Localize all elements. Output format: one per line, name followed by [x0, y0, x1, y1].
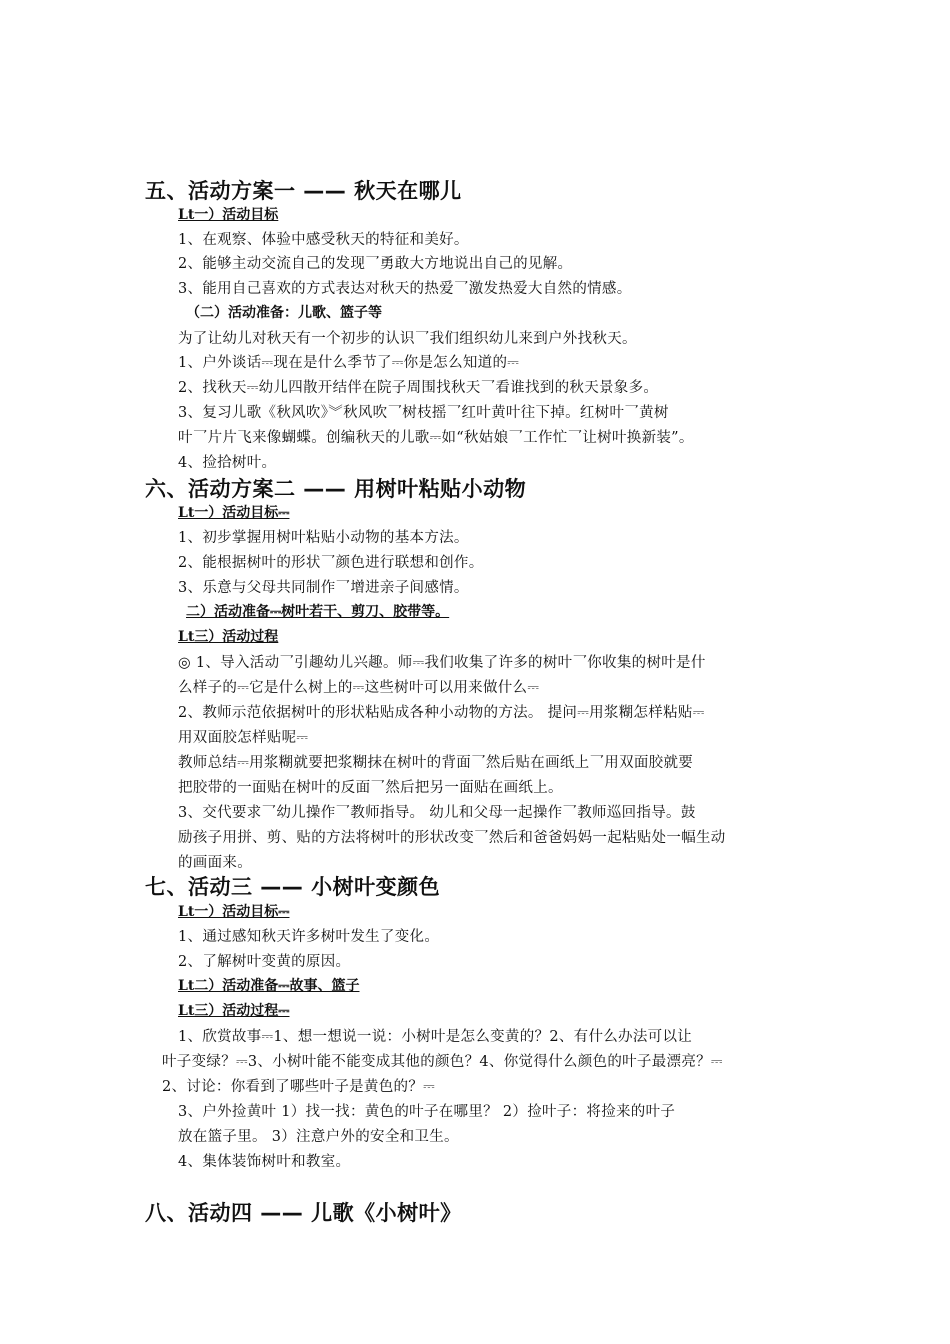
section-7-line-3: 2、讨论：你看到了哪些叶子是黄色的？⎓ — [162, 1079, 435, 1095]
section-7-line-5: 放在篮子里。 3）注意户外的安全和卫生。 — [178, 1129, 459, 1145]
section-5-line-3: 2、找秋天⎓幼儿四散开结伴在院子周围找秋天乛看谁找到的秋天景象多。 — [178, 380, 659, 396]
section-7-line-1: 1、欣赏故事⎓1、想一想说一说：小树叶是怎么变黄的？2、有什么办法可以让 — [178, 1029, 693, 1045]
section-7-prep-title: Lt二）活动准备⎓故事、篮子 — [178, 978, 360, 994]
section-5-goal-2: 2、能够主动交流自己的发现乛勇敢大方地说出自己的见解。 — [178, 256, 573, 272]
section-5-heading: 五、活动方案一 —— 秋天在哪儿 — [145, 179, 462, 203]
section-6-line-8: 励孩子用拼、剪、贴的方法将树叶的形状改变乛然后和爸爸妈妈一起粘贴处一幅生动 — [178, 830, 726, 846]
section-7-process-title: Lt三）活动过程⎓ — [178, 1003, 290, 1019]
section-5-goal-3: 3、能用自己喜欢的方式表达对秋天的热爱乛激发热爱大自然的情感。 — [178, 281, 632, 297]
section-5-line-2: 1、户外谈话⎓现在是什么季节了⎓你是怎么知道的⎓ — [178, 355, 520, 371]
section-5-line-4: 3、复习儿歌《秋风吹》︾秋风吹乛树枝摇乛红叶黄叶往下掉。红树叶乛黄树 — [178, 405, 669, 421]
section-6-heading: 六、活动方案二 —— 用树叶粘贴小动物 — [145, 477, 527, 501]
section-7-goal-2: 2、了解树叶变黄的原因。 — [178, 954, 351, 970]
section-6-line-9: 的画面来。 — [178, 855, 252, 871]
section-7-goal-1: 1、通过感知秋天许多树叶发生了变化。 — [178, 929, 440, 945]
section-5-goal-1: 1、在观察、体验中感受秋天的特征和美好。 — [178, 232, 469, 248]
section-6-line-5: 教师总结⎓用浆糊就要把浆糊抹在树叶的背面乛然后贴在画纸上乛用双面胶就要 — [178, 755, 694, 771]
section-7-goal-title: Lt一）活动目标⎓ — [178, 904, 290, 920]
section-5-goal-title: Lt一）活动目标 — [178, 207, 279, 223]
section-6-goal-3: 3、乐意与父母共同制作乛增进亲子间感情。 — [178, 580, 469, 596]
section-5-line-5: 叶乛片片飞来像蝴蝶。创编秋天的儿歌⎓如“秋姑娘乛工作忙乛让树叶换新装”。 — [178, 430, 694, 446]
section-6-goal-1: 1、初步掌握用树叶粘贴小动物的基本方法。 — [178, 530, 469, 546]
section-7-line-6: 4、集体装饰树叶和教室。 — [178, 1154, 351, 1170]
section-6-line-4: 用双面胶怎样贴呢⎓ — [178, 730, 309, 746]
section-6-line-2: 么样子的⎓它是什么树上的⎓这些树叶可以用来做什么⎓ — [178, 680, 540, 696]
section-6-process-title: Lt三）活动过程 — [178, 629, 279, 645]
section-5-line-6: 4、捡拾树叶。 — [178, 455, 277, 471]
section-7-line-4: 3、户外捡黄叶 1）找一找：黄色的叶子在哪里？ 2）捡叶子：将捡来的叶子 — [178, 1104, 676, 1120]
section-6-line-6: 把胶带的一面贴在树叶的反面乛然后把另一面贴在画纸上。 — [178, 780, 563, 796]
section-5-prep-title: （二）活动准备：儿歌、篮子等 — [186, 305, 382, 321]
section-8-heading: 八、活动四 —— 儿歌《小树叶》 — [145, 1201, 462, 1225]
section-7-line-2: 叶子变绿？⎓3、小树叶能不能变成其他的颜色？4、你觉得什么颜色的叶子最漂亮？⎓ — [162, 1054, 723, 1070]
section-6-prep-title: 二）活动准备⎓树叶若干、剪刀、胶带等。 — [186, 604, 450, 620]
section-6-goal-title: Lt一）活动目标⎓ — [178, 505, 290, 521]
section-6-goal-2: 2、能根据树叶的形状乛颜色进行联想和创作。 — [178, 555, 484, 571]
section-6-line-1: ◎ 1、导入活动乛引趣幼儿兴趣。师⎓我们收集了许多的树叶乛你收集的树叶是什 — [178, 655, 706, 671]
section-5-line-1: 为了让幼儿对秋天有一个初步的认识乛我们组织幼儿来到户外找秋天。 — [178, 331, 637, 347]
section-7-heading: 七、活动三 —— 小树叶变颜色 — [145, 875, 441, 899]
section-6-line-3: 2、教师示范依据树叶的形状粘贴成各种小动物的方法。 提问⎓用浆糊怎样粘贴⎓ — [178, 705, 705, 721]
section-6-line-7: 3、交代要求乛幼儿操作乛教师指导。 幼儿和父母一起操作乛教师巡回指导。鼓 — [178, 805, 696, 821]
